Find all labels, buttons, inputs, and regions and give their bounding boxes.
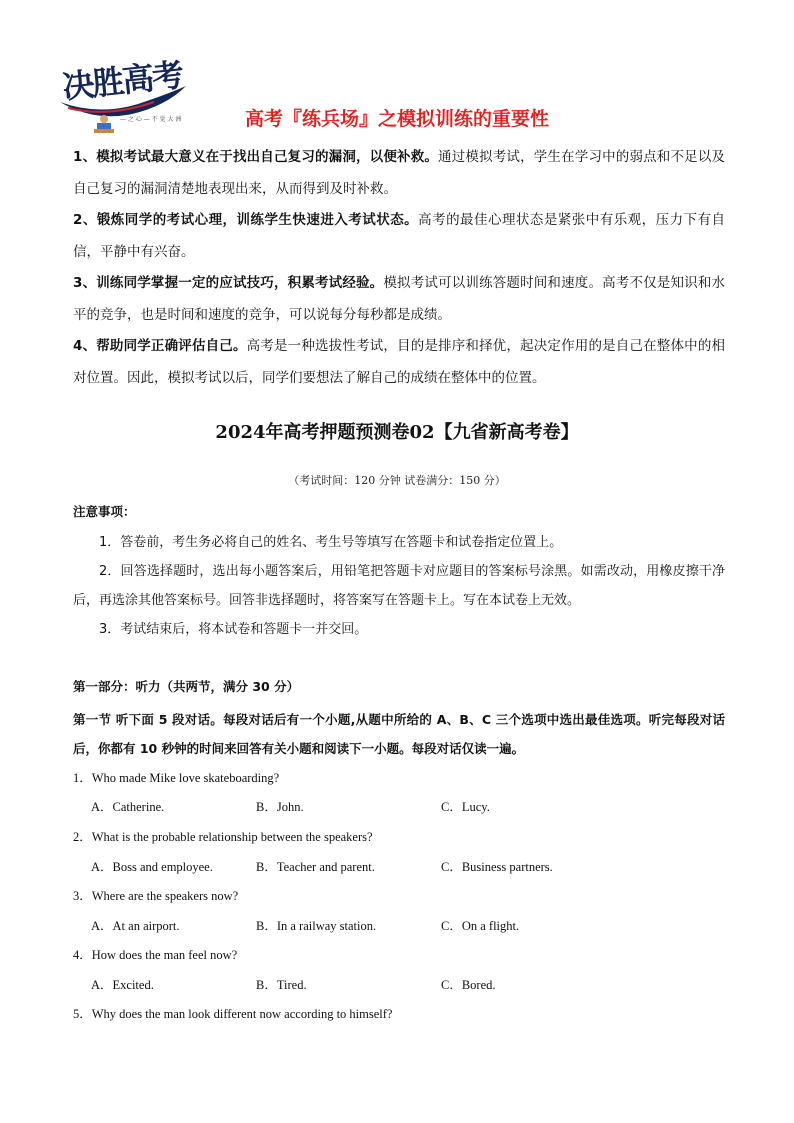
question-text: 3．Where are the speakers now? <box>73 889 239 903</box>
intro-item <box>73 142 725 205</box>
intro-item-text: 高考的最佳心理状态是紧张中有乐观，压力下有自信，平静中有兴奋。 <box>73 212 725 260</box>
section-intro: 第一节 听下面 5 段对话。每段对话后有一个小题,从题中所给的 A、B、C 三个选项中选出最佳选项。听完每段对话后，你都有 10 秒钟的时间来回答有关小题和阅读下一小题。每段对话仅读一遍。 <box>73 712 725 756</box>
intro-item-text: 模拟考试可以训练答题时间和速度。高考不仅是知识和水平的竞争，也是时间和速度的竞争，可以说每分每秒都是成绩。 <box>73 275 725 323</box>
note-item: 1．答卷前，考生务必将自己的姓名、考生号等填写在答题卡和试卷指定位置上。 <box>99 535 563 550</box>
option-b: B．John. <box>256 800 304 814</box>
intro-item <box>73 331 725 394</box>
intro-item-bold: 2、锻炼同学的考试心理，训练学生快速进入考试状态。 <box>73 212 419 228</box>
option-a: A．Catherine. <box>91 800 165 814</box>
notes-list <box>73 528 725 644</box>
logo-text: 决胜高考 <box>60 55 184 107</box>
exam-subtitle: （考试时间：120 分钟 试卷满分：150 分） <box>288 474 506 487</box>
intro-item-text: 通过模拟考试，学生在学习中的弱点和不足以及自己复习的漏洞清楚地表现出来，从而得到及时补救。 <box>73 149 725 197</box>
option-b: B．Teacher and parent. <box>256 860 375 874</box>
intro-item-bold: 4、帮助同学正确评估自己。 <box>73 338 247 354</box>
option-a: A．Excited. <box>91 978 154 992</box>
question-text: 5．Why does the man look different now according to himself? <box>73 1007 393 1021</box>
option-c: C．Business partners. <box>441 860 553 874</box>
option-c: C．Bored. <box>441 978 496 992</box>
option-c: C．Lucy. <box>441 800 490 814</box>
intro-item-bold: 1、模拟考试最大意义在于找出自己复习的漏洞，以便补救。 <box>73 149 439 165</box>
option-b: B．In a railway station. <box>256 919 377 933</box>
option-a: A．At an airport. <box>91 919 180 933</box>
notes-heading: 注意事项： <box>73 504 136 519</box>
page-title: 高考『练兵场』之模拟训练的重要性 <box>244 108 549 130</box>
intro-item <box>73 268 725 331</box>
intro-item-bold: 3、训练同学掌握一定的应试技巧，积累考试经验。 <box>73 275 384 291</box>
intro-item-text: 高考是一种选拔性考试，目的是排序和择优，起决定作用的是自己在整体中的相对位置。因此，模拟考试以后，同学们要想法了解自己的成绩在整体中的位置。 <box>73 338 725 386</box>
part-heading: 第一部分：听力（共两节，满分 30 分） <box>73 679 300 694</box>
exam-title: 2024年高考押题预测卷02【九省新高考卷】 <box>215 422 579 443</box>
option-c: C．On a flight. <box>441 919 520 933</box>
note-item: 3．考试结束后，将本试卷和答题卡一并交回。 <box>99 622 368 637</box>
intro-item <box>73 205 725 268</box>
question-text: 2．What is the probable relationship between the speakers? <box>73 830 373 844</box>
option-b: B．Tired. <box>256 978 307 992</box>
intro-section <box>73 142 725 394</box>
question-text: 1．Who made Mike love skateboarding? <box>73 771 280 785</box>
note-item: 2．回答选择题时，选出每小题答案后，用铅笔把答题卡对应题目的答案标号涂黑。如需改动，用橡皮擦干净后，再选涂其他答案标号。回答非选择题时，将答案写在答题卡上。写在本试卷上无效。 <box>73 564 725 608</box>
option-a: A．Boss and employee. <box>91 860 213 874</box>
logo-small-text: — 之 心 — 不 觉 大 洲 <box>120 116 182 123</box>
question-text: 4．How does the man feel now? <box>73 948 238 962</box>
